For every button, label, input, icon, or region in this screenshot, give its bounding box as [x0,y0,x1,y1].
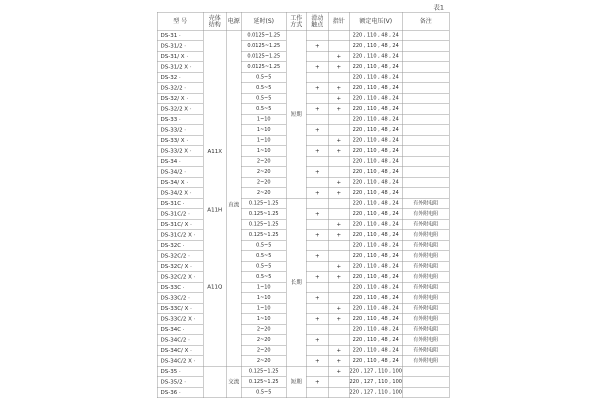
cell-sliding-contact [306,219,328,230]
cell-sliding-contact: + [306,83,328,94]
cell-remark [402,377,449,388]
cell-power [226,30,241,366]
cell-model: DS-34/2 X · [157,188,203,199]
cell-pointer: + [328,356,349,367]
header-row [157,12,449,30]
spec-table [157,12,449,398]
cell-delay: 0.125~1.25 [241,366,286,377]
cell-voltage: 220 , 110 , 48 , 24 [349,156,402,167]
cell-sliding-contact [306,303,328,314]
cell-sliding-contact [306,114,328,125]
cell-delay: 0.5~5 [241,93,286,104]
cell-pointer: + [328,62,349,73]
cell-pointer: + [328,366,349,377]
cell-sliding-contact: + [306,41,328,52]
cell-remark [402,366,449,377]
cell-sliding-contact: + [306,230,328,241]
cell-voltage: 220 , 110 , 48 , 24 [349,261,402,272]
cell-pointer [328,198,349,209]
cell-voltage: 220 , 127 , 110 , 100 [349,387,402,398]
table-row [157,198,449,209]
cell-delay: 2~20 [241,345,286,356]
cell-voltage: 220 , 110 , 48 , 24 [349,135,402,146]
cell-pointer [328,156,349,167]
cell-pointer: + [328,135,349,146]
cell-model: DS-32/2 · [157,83,203,94]
cell-pointer: + [328,177,349,188]
cell-delay: 2~20 [241,188,286,199]
cell-pointer [328,209,349,220]
cell-remark [402,51,449,62]
cell-model: DS-31C/ X · [157,219,203,230]
cell-delay: 0.125~1.25 [241,377,286,388]
cell-model: DS-34C/2 · [157,335,203,346]
cell-sliding-contact [306,345,328,356]
cell-voltage: 220 , 110 , 48 , 24 [349,83,402,94]
cell-power: 交流 [226,366,241,398]
cell-model: DS-32C · [157,240,203,251]
cell-pointer: + [328,314,349,325]
cell-delay: 2~20 [241,167,286,178]
cell-work-mode: 长期 [286,198,306,366]
cell-sliding-contact: + [306,167,328,178]
header-remark [402,12,449,30]
cell-remark: 有外附电阻 [402,240,449,251]
cell-work-mode: 短期 [286,30,306,198]
cell-delay: 1~10 [241,125,286,136]
cell-voltage: 220 , 110 , 48 , 24 [349,209,402,220]
header-delay [241,12,286,30]
cell-model: DS-33C/ X · [157,303,203,314]
header-shell-line1: 壳体 [208,14,221,22]
cell-voltage: 220 , 110 , 48 , 24 [349,251,402,262]
cell-remark [402,125,449,136]
cell-pointer [328,324,349,335]
header-delay-label: 延时(S) [253,17,274,25]
cell-pointer [328,387,349,398]
cell-sliding-contact: + [306,209,328,220]
cell-sliding-contact [306,72,328,83]
cell-model: DS-31C/2 · [157,209,203,220]
cell-shell-structure [203,30,226,366]
cell-sliding-contact [306,240,328,251]
shell-structure-label: A11X [207,147,223,155]
cell-delay: 0.5~5 [241,72,286,83]
cell-voltage: 220 , 127 , 110 , 100 [349,377,402,388]
cell-sliding-contact: + [306,272,328,283]
cell-sliding-contact [306,51,328,62]
cell-model: DS-34/2 · [157,167,203,178]
cell-sliding-contact: + [306,293,328,304]
cell-delay: 1~10 [241,135,286,146]
cell-model: DS-33C/2 · [157,293,203,304]
cell-voltage: 220 , 110 , 48 , 24 [349,272,402,283]
cell-remark: 有外附电阻 [402,209,449,220]
cell-sliding-contact [306,387,328,398]
cell-voltage: 220 , 110 , 48 , 24 [349,219,402,230]
cell-voltage: 220 , 110 , 48 , 24 [349,62,402,73]
cell-delay: 0.0125~1.25 [241,30,286,41]
cell-remark [402,387,449,398]
power-dc-label: 直流 [228,201,240,209]
cell-voltage: 220 , 110 , 48 , 24 [349,314,402,325]
cell-voltage: 220 , 110 , 48 , 24 [349,125,402,136]
cell-model: DS-33 · [157,114,203,125]
cell-sliding-contact [306,324,328,335]
header-slide-line1: 滑动 [311,14,324,22]
cell-pointer [328,377,349,388]
cell-delay: 0.5~5 [241,83,286,94]
cell-pointer: + [328,104,349,115]
cell-voltage: 220 , 110 , 48 , 24 [349,114,402,125]
header-pointer-label: 指针 [332,17,345,25]
shell-structure-label: A11H [207,206,223,214]
header-slide-line2: 触点 [311,20,324,28]
header-pointer [328,12,349,30]
cell-voltage: 220 , 110 , 48 , 24 [349,303,402,314]
cell-model: DS-31 · [157,30,203,41]
cell-delay: 0.0125~1.25 [241,62,286,73]
cell-pointer: + [328,146,349,157]
cell-voltage: 220 , 110 , 48 , 24 [349,93,402,104]
cell-model: DS-31C/2 X · [157,230,203,241]
cell-remark [402,156,449,167]
header-work-line1: 工作 [290,14,303,22]
cell-remark: 有外附电阻 [402,335,449,346]
cell-voltage: 220 , 110 , 48 , 24 [349,72,402,83]
header-model [157,12,203,30]
cell-remark: 有外附电阻 [402,251,449,262]
header-model-label: 型 号 [173,17,188,25]
table-header [157,12,449,30]
cell-pointer [328,72,349,83]
header-shell [203,12,226,30]
cell-delay: 1~10 [241,282,286,293]
cell-model: DS-31C · [157,198,203,209]
cell-remark [402,146,449,157]
cell-model: DS-32C/2 · [157,251,203,262]
cell-delay: 2~20 [241,356,286,367]
cell-model: DS-35 · [157,366,203,377]
cell-delay: 1~10 [241,303,286,314]
cell-sliding-contact: + [306,125,328,136]
cell-pointer: + [328,188,349,199]
cell-model: DS-33/2 · [157,125,203,136]
cell-pointer [328,282,349,293]
cell-remark [402,177,449,188]
cell-sliding-contact [306,261,328,272]
cell-delay: 2~20 [241,156,286,167]
cell-voltage: 220 , 110 , 48 , 24 [349,345,402,356]
cell-sliding-contact [306,93,328,104]
cell-pointer: + [328,219,349,230]
cell-sliding-contact [306,177,328,188]
header-power [226,12,241,30]
cell-model: DS-31/ X · [157,51,203,62]
cell-voltage: 220 , 110 , 48 , 24 [349,41,402,52]
cell-remark: 有外附电阻 [402,272,449,283]
cell-voltage: 220 , 110 , 48 , 24 [349,282,402,293]
cell-remark: 有外附电阻 [402,282,449,293]
cell-work-mode: 短期 [286,366,306,398]
cell-voltage: 220 , 110 , 48 , 24 [349,230,402,241]
cell-model: DS-32C/2 X · [157,272,203,283]
cell-sliding-contact: + [306,314,328,325]
cell-delay: 0.0125~1.25 [241,41,286,52]
cell-pointer [328,335,349,346]
cell-voltage: 220 , 110 , 48 , 24 [349,51,402,62]
cell-sliding-contact: + [306,377,328,388]
cell-model: DS-34 · [157,156,203,167]
cell-model: DS-33/2 X · [157,146,203,157]
cell-voltage: 220 , 110 , 48 , 24 [349,146,402,157]
cell-model: DS-32/2 X · [157,104,203,115]
cell-remark [402,188,449,199]
cell-sliding-contact [306,282,328,293]
cell-remark [402,72,449,83]
cell-remark [402,167,449,178]
cell-model: DS-32C/ X · [157,261,203,272]
cell-remark: 有外附电阻 [402,356,449,367]
table-row [157,366,449,377]
cell-model: DS-35/2 · [157,377,203,388]
cell-remark [402,62,449,73]
cell-sliding-contact: + [306,104,328,115]
cell-remark [402,135,449,146]
cell-model: DS-34C · [157,324,203,335]
cell-pointer [328,167,349,178]
cell-delay: 0.5~5 [241,261,286,272]
cell-delay: 0.125~1.25 [241,230,286,241]
cell-model: DS-32/ X · [157,93,203,104]
cell-delay: 1~10 [241,314,286,325]
cell-pointer: + [328,272,349,283]
cell-remark [402,93,449,104]
cell-model: DS-32 · [157,72,203,83]
table-caption: 表1 [433,4,444,12]
cell-delay: 0.125~1.25 [241,219,286,230]
cell-pointer: + [328,51,349,62]
cell-remark [402,114,449,125]
cell-voltage: 220 , 110 , 48 , 24 [349,356,402,367]
cell-voltage: 220 , 110 , 48 , 24 [349,335,402,346]
header-work-line2: 方式 [290,20,303,28]
cell-voltage: 220 , 110 , 48 , 24 [349,188,402,199]
cell-sliding-contact: + [306,356,328,367]
cell-sliding-contact: + [306,146,328,157]
header-shell-line2: 结构 [208,20,221,28]
cell-delay: 0.125~1.25 [241,209,286,220]
header-work-mode [286,12,306,30]
cell-model: DS-33/ X · [157,135,203,146]
cell-model: DS-31/2 X · [157,62,203,73]
cell-sliding-contact: + [306,62,328,73]
cell-pointer: + [328,345,349,356]
cell-remark: 有外附电阻 [402,324,449,335]
cell-delay: 1~10 [241,146,286,157]
cell-voltage: 220 , 127 , 110 , 100 [349,366,402,377]
cell-remark: 有外附电阻 [402,303,449,314]
cell-remark: 有外附电阻 [402,293,449,304]
cell-sliding-contact [306,156,328,167]
cell-model: DS-34/ X · [157,177,203,188]
cell-remark: 有外附电阻 [402,219,449,230]
cell-pointer: + [328,303,349,314]
cell-delay: 0.5~5 [241,387,286,398]
cell-delay: 2~20 [241,177,286,188]
cell-pointer [328,30,349,41]
cell-delay: 0.5~5 [241,240,286,251]
cell-model: DS-31/2 · [157,41,203,52]
cell-sliding-contact: + [306,251,328,262]
cell-model: DS-36 · [157,387,203,398]
cell-sliding-contact: + [306,335,328,346]
header-voltage-label: 额定电压(V) [359,17,393,25]
cell-delay: 0.5~5 [241,104,286,115]
cell-model: DS-34C/ X · [157,345,203,356]
cell-pointer [328,114,349,125]
cell-voltage: 220 , 110 , 48 , 24 [349,30,402,41]
cell-remark: 有外附电阻 [402,198,449,209]
cell-voltage: 220 , 110 , 48 , 24 [349,293,402,304]
cell-delay: 0.0125~1.25 [241,51,286,62]
cell-delay: 2~20 [241,324,286,335]
cell-remark: 有外附电阻 [402,261,449,272]
cell-delay: 1~10 [241,114,286,125]
header-sliding-contact [306,12,328,30]
cell-voltage: 220 , 110 , 48 , 24 [349,177,402,188]
cell-voltage: 220 , 110 , 48 , 24 [349,240,402,251]
cell-sliding-contact [306,366,328,377]
cell-pointer [328,41,349,52]
cell-sliding-contact [306,135,328,146]
cell-delay: 2~20 [241,335,286,346]
header-remark-label: 备注 [419,17,432,25]
cell-delay: 0.5~5 [241,251,286,262]
cell-voltage: 220 , 110 , 48 , 24 [349,324,402,335]
header-voltage [349,12,402,30]
shell-structure-label: A11Q [207,283,223,291]
cell-voltage: 220 , 110 , 48 , 24 [349,104,402,115]
cell-remark [402,104,449,115]
cell-remark [402,83,449,94]
cell-sliding-contact [306,30,328,41]
cell-pointer [328,240,349,251]
cell-model: DS-33C/2 X · [157,314,203,325]
table-body [157,30,449,398]
cell-pointer: + [328,261,349,272]
cell-remark [402,30,449,41]
cell-pointer: + [328,83,349,94]
cell-pointer [328,293,349,304]
cell-sliding-contact: + [306,188,328,199]
cell-remark [402,41,449,52]
header-power-label: 电源 [227,17,240,25]
cell-voltage: 220 , 110 , 48 , 24 [349,167,402,178]
cell-delay: 1~10 [241,293,286,304]
table-row [157,30,449,41]
cell-sliding-contact [306,198,328,209]
cell-pointer [328,125,349,136]
cell-pointer: + [328,230,349,241]
cell-remark: 有外附电阻 [402,314,449,325]
cell-voltage: 220 , 110 , 48 , 24 [349,198,402,209]
cell-remark: 有外附电阻 [402,345,449,356]
cell-model: DS-34C/2 X · [157,356,203,367]
cell-delay: 0.5~5 [241,272,286,283]
cell-shell-structure [203,366,226,398]
cell-pointer: + [328,93,349,104]
cell-remark: 有外附电阻 [402,230,449,241]
cell-model: DS-33C · [157,282,203,293]
cell-delay: 0.125~1.25 [241,198,286,209]
cell-pointer [328,251,349,262]
